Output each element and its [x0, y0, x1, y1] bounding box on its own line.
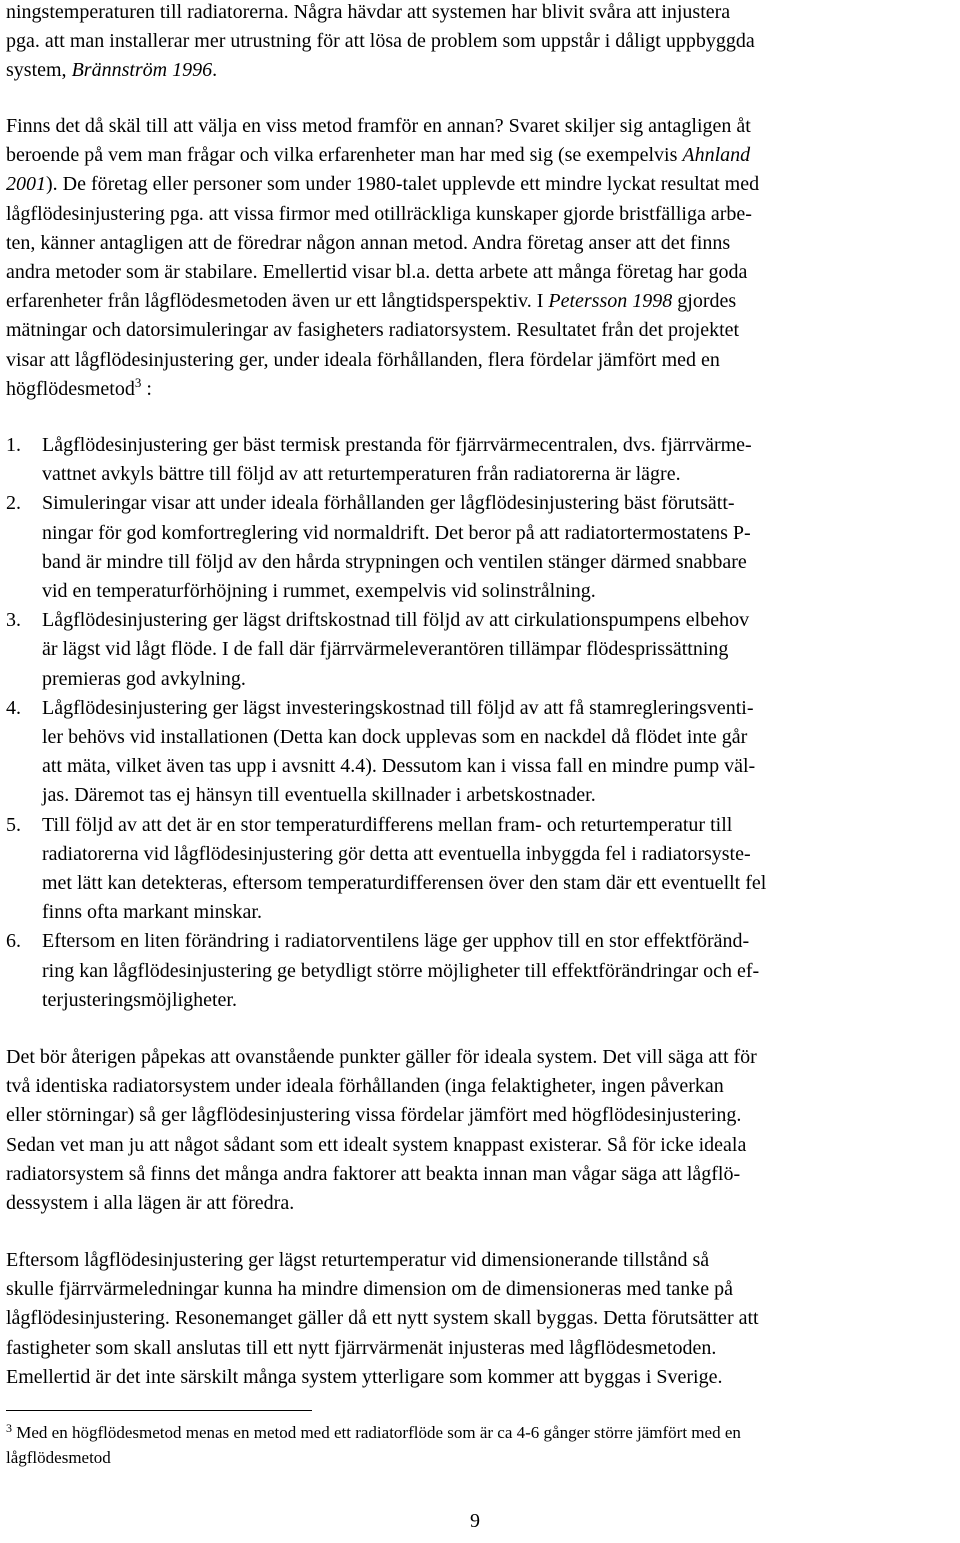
text-line: Eftersom lågflödesinjustering ger lägst returtemperatur vid dimensionerande tillstånd så	[6, 1249, 710, 1271]
text-line: mätningar och datorsimuleringar av fasigheters radiatorsystem. Resultatet från det projektet	[6, 319, 740, 342]
text-line	[6, 1420, 741, 1445]
text-fragment: erfarenheter från lågflödesmetoden även ur ett långtidsperspektiv. I	[6, 290, 549, 313]
list-item	[6, 927, 766, 1015]
text-line: ningstemperaturen till radiatorerna. Några hävdar att systemen har blivit svåra att injustera	[6, 1, 731, 23]
text-fragment: högflödesmetod	[6, 377, 135, 400]
list-number: 5.	[6, 813, 21, 836]
text-line: lågflödesmetod	[6, 1448, 111, 1467]
text-line: Simuleringar visar att under ideala förhållanden ger lågflödesinjustering bäst förutsätt-	[42, 492, 735, 515]
text-line: finns ofta markant minskar.	[42, 901, 262, 924]
text-fragment: gjordes	[672, 290, 737, 313]
text-line: Det bör återigen påpekas att ovanstående punkter gäller för ideala system. Det vill säga att för	[6, 1046, 757, 1068]
text-line: terjusteringsmöjligheter.	[42, 988, 237, 1011]
text-fragment: Med en högflödesmetod menas en metod med ett radiatorflöde som är ca 4-6 gånger större jämfört med en	[12, 1423, 741, 1442]
text-line: dessystem i alla lägen är att föredra.	[6, 1192, 295, 1215]
text-line: lågflödesinjustering. Resonemanget gäller då ett nytt system skall byggas. Detta förutsätter att	[6, 1307, 759, 1330]
text-line: Till följd av att det är en stor temperaturdifferens mellan fram- och returtemperatur till	[42, 813, 733, 836]
text-line: Finns det då skäl till att välja en viss metod framför en annan? Svaret skiljer sig antagligen åt	[6, 115, 751, 137]
text-line: skulle fjärrvärmeledningar kunna ha mindre dimension om de dimensioneras med tanke på	[6, 1278, 734, 1301]
list-number: 2.	[6, 492, 21, 515]
citation: Petersson 1998	[548, 290, 673, 313]
text-line: lågflödesinjustering pga. att vissa firmor med otillräckliga kunskaper gjorde bristfälliga arbe-	[6, 202, 752, 225]
page-number: 9	[470, 1510, 480, 1532]
list-item	[6, 811, 766, 928]
text-fragment: beroende på vem man frågar och vilka erfarenheter man har med sig (se exempelvis	[6, 144, 683, 167]
list-number: 6.	[6, 930, 21, 953]
text-line: premieras god avkylning.	[42, 667, 246, 690]
text-fragment: system,	[6, 59, 72, 82]
text-line: är lägst vid lågt flöde. I de fall där fjärrvärmeleverantören tillämpar flödesprissättning	[42, 638, 729, 661]
text-line: Lågflödesinjustering ger bäst termisk prestanda för fjärrvärmecentralen, dvs. fjärrvärme-	[42, 434, 752, 456]
text-line: Emellertid är det inte särskilt många system ytterligare som kommer att byggas i Sverige.	[6, 1365, 723, 1388]
list-number: 4.	[6, 696, 21, 719]
text-line: met lätt kan detekteras, eftersom temperaturdifferensen över den stam där ett eventuellt fel	[42, 872, 767, 895]
text-line: vid en temperaturförhöjning i rummet, exempelvis vid solinstrålning.	[42, 580, 596, 603]
footnote-reference[interactable]: 3	[134, 374, 142, 390]
paragraph-district-heating	[6, 1246, 759, 1392]
text-line: ningar för god komfortreglering vid normaldrift. Det beror på att radiatortermostatens P-	[42, 521, 751, 544]
footnote-divider	[6, 1410, 312, 1411]
text-line: radiatorerna vid lågflödesinjustering gör detta att eventuella inbyggda fel i radiatorsyste-	[42, 842, 751, 865]
text-line	[6, 141, 759, 170]
list-item	[6, 489, 766, 606]
text-line: två identiska radiatorsystem under ideala förhållanden (inga felaktigheter, ingen påverkan	[6, 1075, 724, 1098]
text-line: Sedan vet man ju att något sådant som ett idealt system knappast existerar. Så för icke ideala	[6, 1133, 747, 1156]
text-fragment: :	[141, 377, 152, 400]
text-line: Lågflödesinjustering ger lägst driftskostnad till följd av att cirkulationspumpens elbehov	[42, 609, 750, 632]
text-line: Lågflödesinjustering ger lägst investeringskostnad till följd av att få stamregleringsventi-	[42, 696, 754, 719]
text-line	[6, 170, 759, 199]
footnote-marker: 3	[6, 1421, 12, 1435]
text-line: andra metoder som är stabilare. Emellertid visar bl.a. detta arbete att många företag har goda	[6, 261, 748, 284]
list-item	[6, 606, 766, 694]
text-line: vattnet avkyls bättre till följd av att returtemperaturen från radiatorerna är lägre.	[42, 463, 681, 486]
paragraph-method-choice	[6, 112, 759, 404]
citation: Ahnland	[682, 144, 751, 167]
text-line: ring kan lågflödesinjustering ge betydligt större möjligheter till effektförändringar och ef-	[42, 959, 760, 982]
paragraph-ideal-systems	[6, 1043, 757, 1218]
list-item	[6, 694, 766, 811]
text-line: att mäta, vilket även tas upp i avsnitt 4.4). Dessutom kan i vissa fall en mindre pump väl-	[42, 755, 756, 778]
list-item	[6, 431, 766, 489]
text-line	[6, 375, 759, 404]
text-line: ten, känner antagligen att de föredrar någon annan metod. Andra företag anser att det finns	[6, 231, 731, 254]
text-line	[6, 56, 755, 85]
text-line: eller störningar) så ger lågflödesinjustering vissa fördelar jämfört med högflödesinjustering.	[6, 1104, 742, 1127]
footnote	[6, 1420, 741, 1470]
text-line: Eftersom en liten förändring i radiatorventilens läge ger upphov till en stor effektföränd-	[42, 930, 750, 953]
text-line: ler behövs vid installationen (Detta kan dock upplevas som en nackdel då flödet inte går	[42, 726, 748, 749]
advantages-list	[6, 431, 766, 1015]
text-line: visar att lågflödesinjustering ger, under ideala förhållanden, flera fördelar jämfört med en	[6, 348, 720, 371]
text-line: fastigheter som skall anslutas till ett nytt fjärrvärmenät injusteras med lågflödesmetoden.	[6, 1336, 717, 1359]
paragraph-radiator-systems	[6, 0, 755, 86]
list-number: 3.	[6, 609, 21, 632]
text-line: band är mindre till följd av den hårda strypningen och ventilen stänger därmed snabbare	[42, 550, 747, 573]
text-line	[6, 287, 759, 316]
text-fragment: ). De företag eller personer som under 1980-talet upplevde ett mindre lyckat resultat med	[46, 173, 760, 196]
text-line: pga. att man installerar mer utrustning för att lösa de problem som uppstår i dåligt uppbyggda	[6, 30, 755, 53]
text-line: radiatorsystem så finns det många andra faktorer att beakta innan man vågar säga att lågflö-	[6, 1162, 741, 1185]
text-fragment: .	[212, 59, 218, 82]
text-line: jas. Däremot tas ej hänsyn till eventuella skillnader i arbetskostnader.	[42, 784, 596, 807]
list-number: 1.	[6, 434, 21, 456]
citation: Brännström 1996	[71, 59, 213, 82]
citation: 2001	[6, 173, 46, 196]
